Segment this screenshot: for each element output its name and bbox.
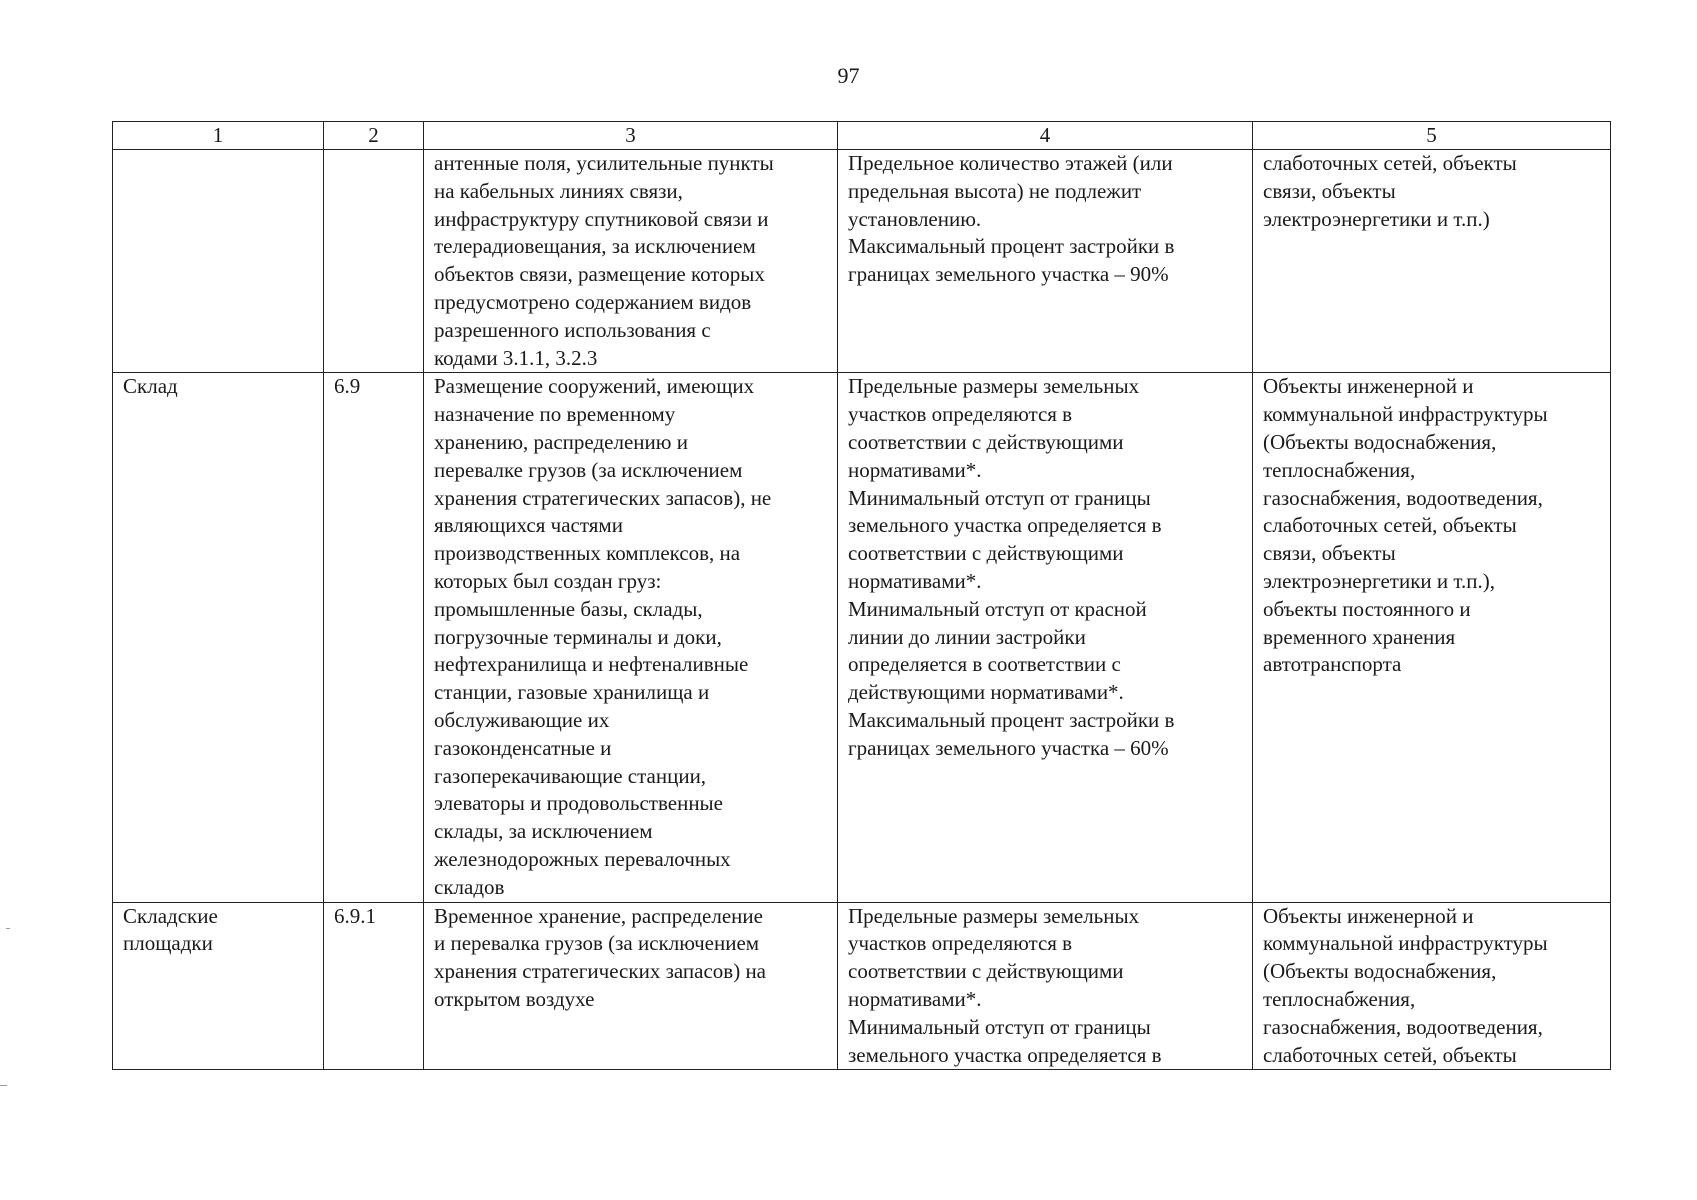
scan-margin-mark bbox=[6, 928, 10, 929]
building-parameters: Предельные размеры земельных участков определяются в соответствии с действующими нормативами*. Минимальный отступ от границы земельного участка определяется в bbox=[848, 903, 1162, 1067]
page-number: 97 bbox=[837, 63, 860, 88]
auxiliary-uses-cell bbox=[1253, 902, 1611, 1070]
building-parameters: Предельные размеры земельных участков определяются в соответствии с действующими нормативами*. Минимальный отступ от границы земельного участка определяется в соответствии с действующими нормативами*. Минимальный отступ от красной линии до линии застройки определяется в соответствии с действующими нормативами*. Максимальный процент застройки в границах земельного участка – 60% bbox=[848, 374, 1175, 760]
auxiliary-uses-cell bbox=[1253, 150, 1611, 373]
land-use-table bbox=[112, 121, 1611, 1070]
column-header-2: 2 bbox=[324, 122, 424, 150]
use-code: 6.9 bbox=[334, 374, 361, 399]
use-name: Склад bbox=[123, 374, 178, 399]
auxiliary-uses: Объекты инженерной и коммунальной инфраструктуры (Объекты водоснабжения, теплоснабжения, газоснабжения, водоотведения, слаботочных сетей, объекты bbox=[1263, 903, 1548, 1067]
use-description-cell bbox=[424, 373, 838, 902]
auxiliary-uses-cell bbox=[1253, 373, 1611, 902]
building-parameters-cell bbox=[838, 902, 1253, 1070]
scan-margin-mark bbox=[0, 1085, 7, 1086]
column-header-5: 5 bbox=[1253, 122, 1611, 150]
use-name-cell bbox=[113, 150, 324, 373]
table-row bbox=[113, 150, 1611, 373]
use-description: Временное хранение, распределение и перевалка грузов (за исключением хранения стратегических запасов) на открытом воздухе bbox=[434, 903, 767, 1011]
use-code-cell bbox=[324, 150, 424, 373]
use-description: Размещение сооружений, имеющих назначение по временному хранению, распределению и перевалке грузов (за исключением хранения стратегических запасов), не являющихся частями производственных комплексов, на которых был создан груз: промышленные базы, склады, погрузочные терминалы и доки, нефтехранилища и нефтеналивные станции, газовые хранилища и обслуживающие их газоконденсатные и газоперекачивающие станции, элеваторы и продовольственные склады, за исключением железнодорожных перевалочных складов bbox=[434, 374, 772, 899]
building-parameters-cell bbox=[838, 150, 1253, 373]
use-description-cell bbox=[424, 902, 838, 1070]
table-header-row bbox=[113, 122, 1611, 150]
use-description: антенные поля, усилительные пункты на кабельных линиях связи, инфраструктуру спутниковой связи и телерадиовещания, за исключением объектов связи, размещение которых предусмотрено содержанием видов разрешенного использования с кодами 3.1.1, 3.2.3 bbox=[434, 151, 774, 370]
use-code-cell bbox=[324, 373, 424, 902]
use-description-cell bbox=[424, 150, 838, 373]
building-parameters: Предельное количество этажей (или предельная высота) не подлежит установлению. Максимальный процент застройки в границах земельного участка – 90% bbox=[848, 151, 1175, 287]
column-header-1: 1 bbox=[113, 122, 324, 150]
use-name-cell bbox=[113, 373, 324, 902]
auxiliary-uses: Объекты инженерной и коммунальной инфраструктуры (Объекты водоснабжения, теплоснабжения, газоснабжения, водоотведения, слаботочных сетей, объекты связи, объекты электроэнергетики и т.п.), объекты постоянного и временного хранения автотранспорта bbox=[1263, 374, 1548, 677]
table-row bbox=[113, 373, 1611, 902]
column-header-4: 4 bbox=[838, 122, 1253, 150]
table-row bbox=[113, 902, 1611, 1070]
use-name-cell bbox=[113, 902, 324, 1070]
use-code: 6.9.1 bbox=[334, 903, 376, 928]
use-name: Складские площадки bbox=[123, 903, 218, 956]
auxiliary-uses: слаботочных сетей, объекты связи, объекты электроэнергетики и т.п.) bbox=[1263, 151, 1517, 231]
building-parameters-cell bbox=[838, 373, 1253, 902]
use-code-cell bbox=[324, 902, 424, 1070]
column-header-3: 3 bbox=[424, 122, 838, 150]
